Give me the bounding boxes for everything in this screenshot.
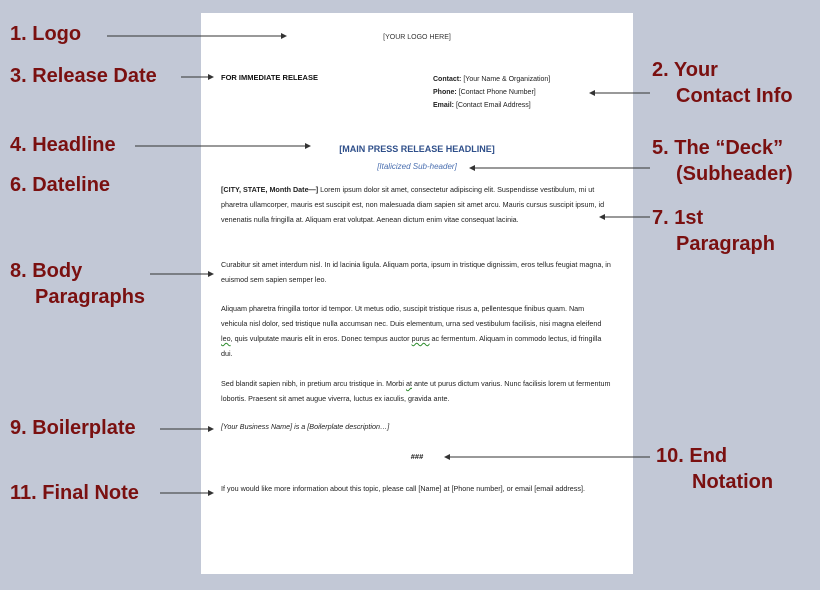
- first-paragraph: [221, 182, 611, 227]
- logo-placeholder: [YOUR LOGO HERE]: [383, 34, 451, 41]
- spellcheck-word: purus: [411, 334, 430, 343]
- body-paragraph-2: [221, 301, 611, 361]
- contact-label: Contact:: [433, 76, 462, 83]
- body-paragraph-3: [221, 376, 611, 406]
- label-deck-line2: (Subheader): [676, 163, 793, 185]
- body-paragraph-3-text-b: ante ut purus dictum varius. Nunc facilisis lorem ut fermentum lobortis. Praesent sit amet augue viverra, luctus ex iaculis, gravida ante.: [221, 379, 611, 403]
- email-value: [Contact Email Address]: [455, 102, 531, 109]
- label-end-line2: Notation: [692, 471, 774, 493]
- spellcheck-word: at: [405, 379, 412, 388]
- label-first-para-line1: 7. 1st: [652, 207, 704, 229]
- phone-label: Phone:: [433, 89, 457, 96]
- release-date: FOR IMMEDIATE RELEASE: [221, 73, 318, 82]
- headline: [MAIN PRESS RELEASE HEADLINE]: [339, 144, 495, 154]
- end-notation: ###: [410, 452, 424, 461]
- body-paragraph-1: Curabitur sit amet interdum nisl. In id lacinia ligula. Aliquam porta, ipsum in tristique dignissim, eros tellus feugiat magna, in euismod sem sapien semper leo.: [221, 260, 611, 284]
- subheader: [Italicized Sub-header]: [377, 162, 457, 171]
- boilerplate: [Your Business Name] is a [Boilerplate description…]: [221, 422, 390, 431]
- label-body-line1: 8. Body: [10, 260, 83, 282]
- label-end-line1: 10. End: [656, 445, 728, 467]
- body-paragraph-3-text-a: Sed blandit sapien nibh, in pretium arcu tristique in. Morbi: [221, 379, 406, 388]
- label-body-line2: Paragraphs: [35, 286, 146, 308]
- label-final-note: 11. Final Note: [10, 482, 139, 504]
- label-deck-line1: 5. The “Deck”: [652, 137, 784, 159]
- first-paragraph-text: Lorem ipsum dolor sit amet, consectetur adipiscing elit. Suspendisse vestibulum, mi ut pharetra ullamcorper, mauris est suscipit est, non malesuada diam sapien sit amet arcu. Mauris cursus suscipit ipsum, id venenatis nulla fringilla at. Aliquam erat volutpat. Aenean dictum enim vitae consequat lacinia.: [221, 185, 605, 224]
- press-release-page: [201, 13, 633, 574]
- email-label: Email:: [433, 102, 455, 109]
- phone-value: [Contact Phone Number]: [458, 89, 536, 96]
- label-contact-line1: 2. Your: [652, 59, 718, 81]
- body-paragraph-2-text-b: , quis vulputate mauris elit in eros. Donec tempus auctor: [230, 334, 412, 343]
- label-logo: 1. Logo: [10, 23, 82, 45]
- final-note: If you would like more information about this topic, please call [Name] at [Phone number], or email [email address].: [221, 484, 585, 493]
- body-paragraph-2-text-c: ac fermentum. Aliquam in commodo lectus, id fringilla dui.: [221, 334, 602, 358]
- label-release-date: 3. Release Date: [10, 65, 157, 87]
- contact-value: [Your Name & Organization]: [463, 76, 551, 83]
- label-first-para-line2: Paragraph: [676, 233, 775, 255]
- body-paragraph-2-text-a: Aliquam pharetra fringilla tortor id tempor. Ut metus odio, suscipit tristique risus a, pellentesque finibus quam. Nam vehicula nisl dolor, sed tristique nulla accumsan nec. Duis elementum, urna sed vestibulum facilisis, nisi magna eleifend: [221, 304, 602, 328]
- label-headline: 4. Headline: [10, 134, 116, 156]
- label-boilerplate: 9. Boilerplate: [10, 417, 136, 439]
- spellcheck-word: leo: [221, 334, 231, 343]
- contact-info: [433, 73, 550, 112]
- label-dateline: 6. Dateline: [10, 174, 111, 196]
- dateline: [CITY, STATE, Month Date—]: [221, 185, 319, 194]
- label-contact-line2: Contact Info: [676, 85, 793, 107]
